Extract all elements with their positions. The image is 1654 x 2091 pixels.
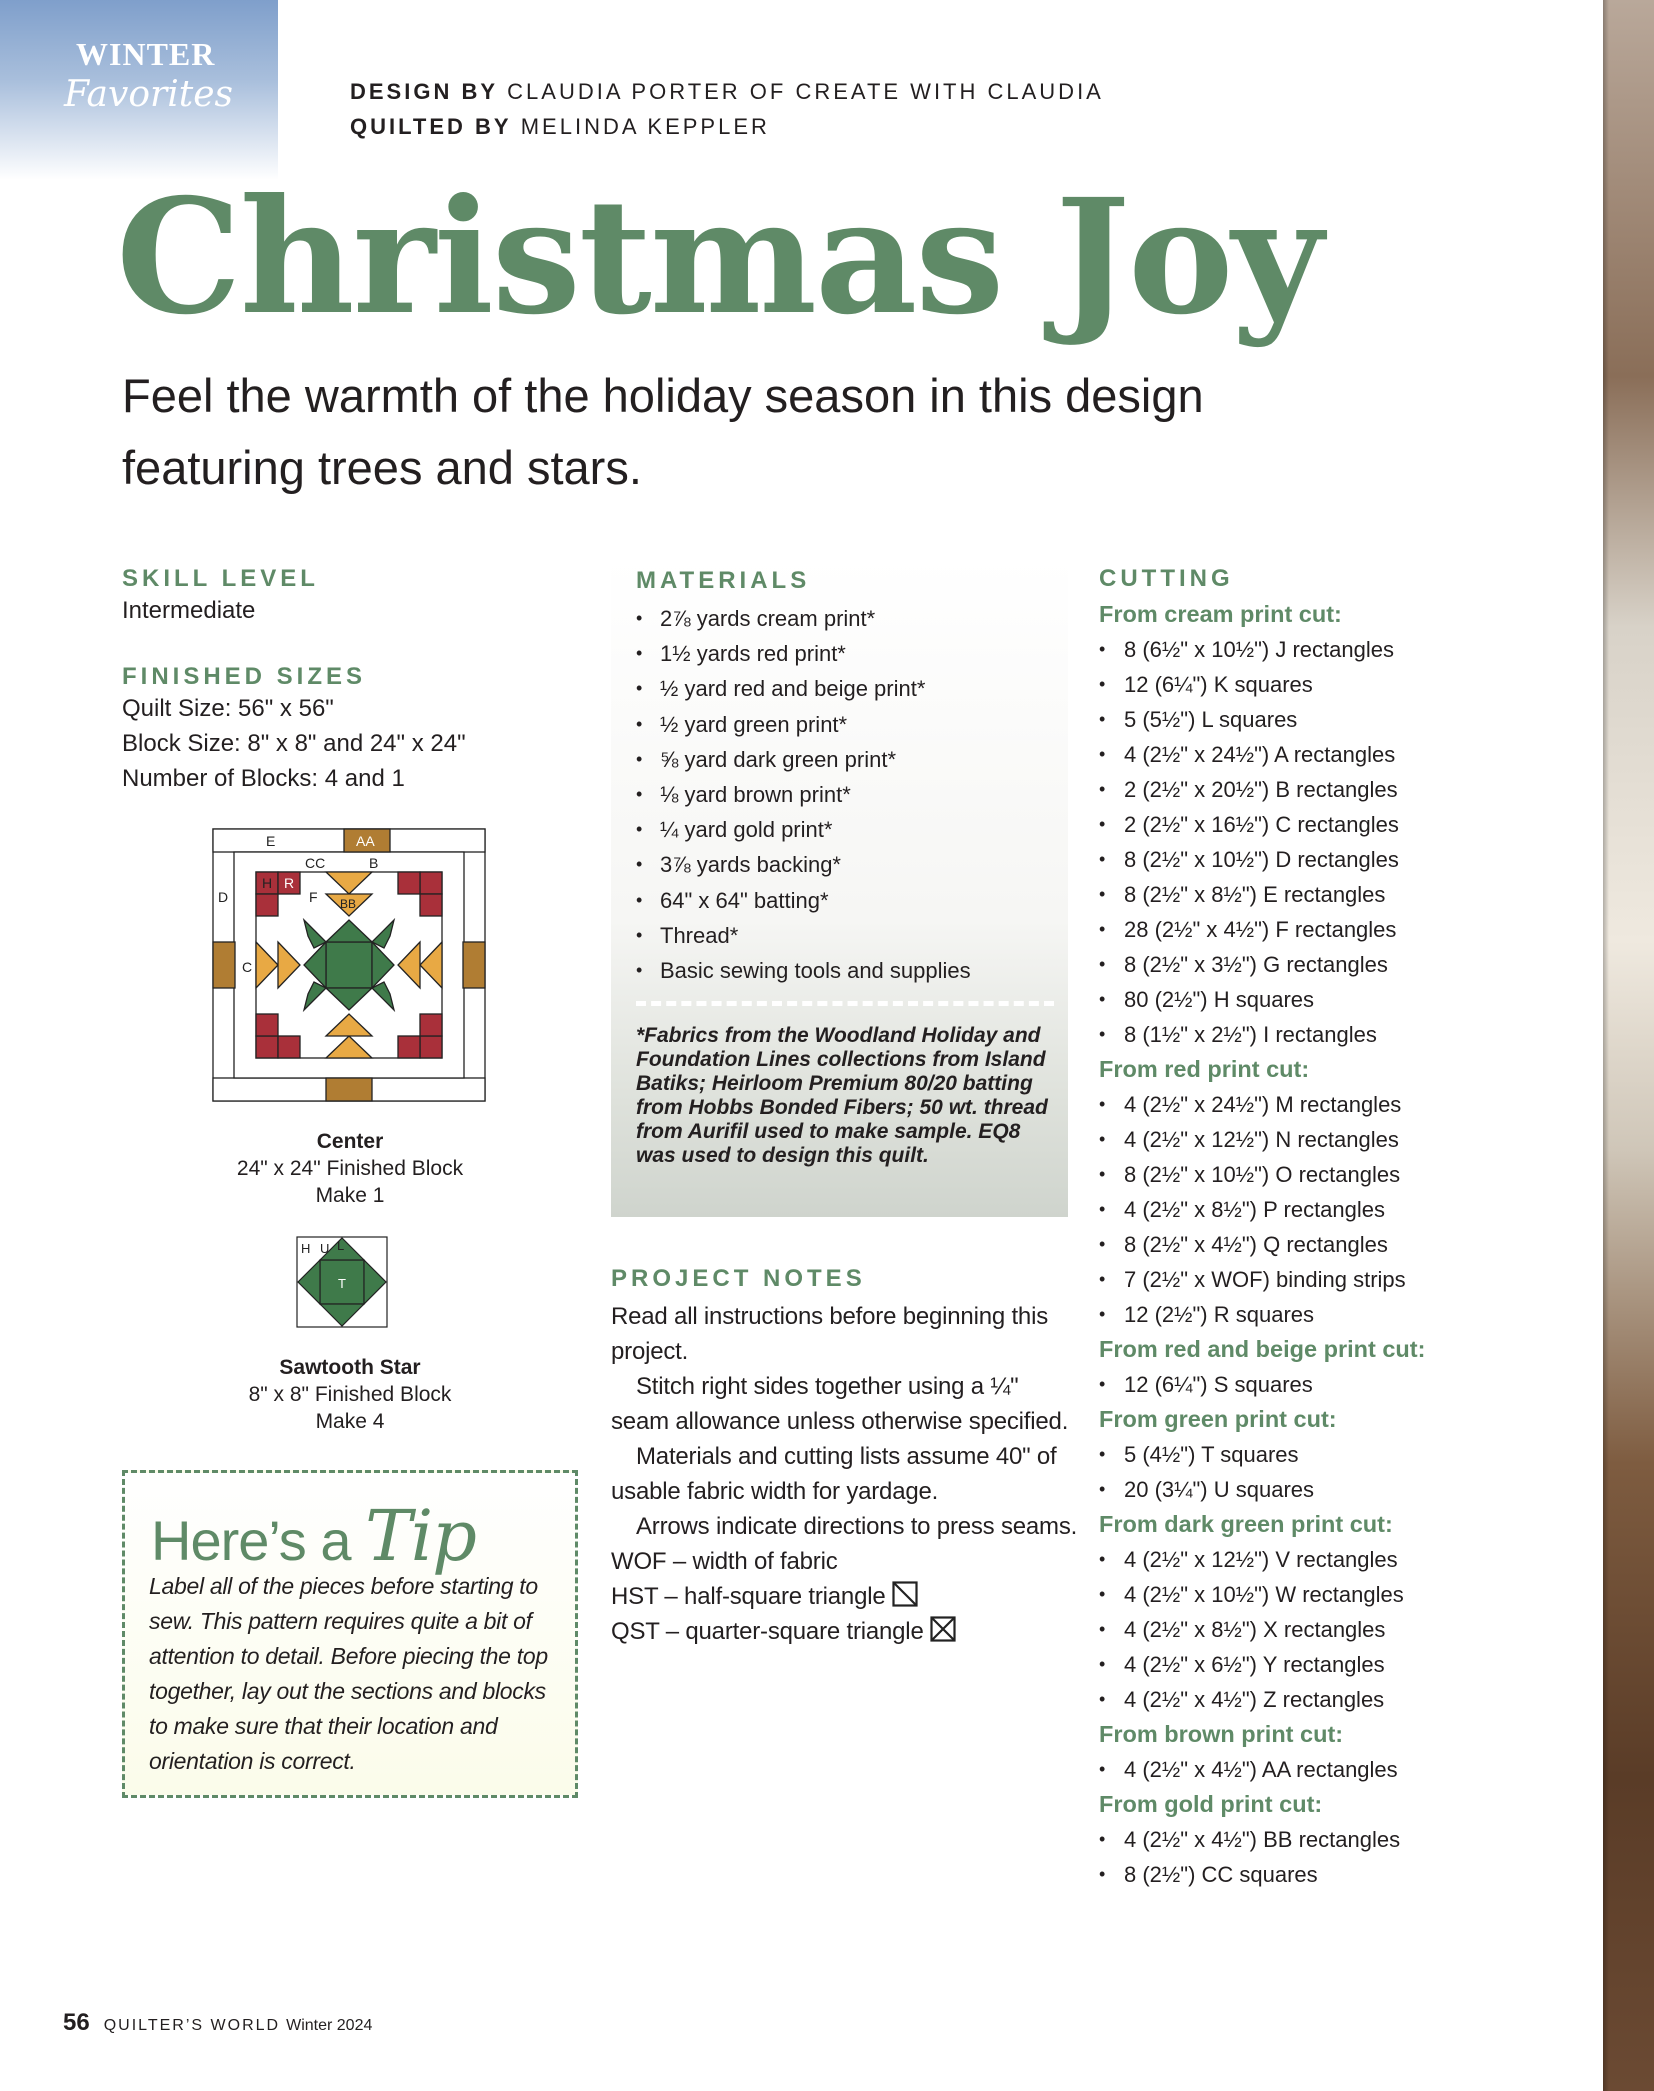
sawtooth-star-diagram: [296, 1236, 388, 1328]
caption-size: 24" x 24" Finished Block: [236, 1157, 464, 1180]
page-footer: [63, 2009, 372, 2037]
label-l: L: [337, 1238, 345, 1253]
project-notes-heading: PROJECT NOTES: [611, 1265, 866, 1292]
cutting-group-label: From brown print cut:: [1099, 1721, 1344, 1747]
cutting-item: • 4 (2½" x 4½") Z rectangles: [1099, 1682, 1569, 1717]
materials-item: • Basic sewing tools and supplies: [636, 953, 971, 988]
cutting-item: • 8 (2½" x 3½") G rectangles: [1099, 947, 1569, 982]
tip-heading: Here’s a Tip: [151, 1495, 476, 1577]
cutting-list: [1099, 1087, 1569, 1332]
section-tab-line1: WINTER: [76, 36, 216, 72]
block-size: Block Size: 8" x 8" and 24" x 24": [122, 730, 466, 757]
cutting-column: [1099, 565, 1569, 1892]
red-square: [398, 1036, 420, 1058]
materials-item: • 2⅞ yards cream print*: [636, 601, 971, 636]
cutting-item: • 8 (6½" x 10½") J rectangles: [1099, 632, 1569, 667]
materials-item: • Thread*: [636, 918, 971, 953]
skill-level-value: Intermediate: [122, 597, 256, 624]
left-column: [122, 565, 562, 796]
materials-item: • ⅝ yard dark green print*: [636, 742, 971, 777]
note-paragraph: Materials and cutting lists assume 40" of usable fabric width for yardage.: [611, 1443, 1057, 1505]
materials-item: • 3⅞ yards backing*: [636, 847, 971, 882]
label-h: H: [301, 1241, 311, 1256]
label-bb: BB: [340, 897, 357, 911]
red-square: [256, 894, 278, 916]
tip-text: Label all of the pieces before starting to sew. This pattern requires quite a bit of attention to detail. Before piecing the top together, lay out the sections and blocks to make sure that their location and orientation is correct.: [149, 1573, 548, 1774]
cutting-item: • 80 (2½") H squares: [1099, 982, 1569, 1017]
materials-list: [636, 601, 971, 988]
materials-item: • ½ yard red and beige print*: [636, 671, 971, 706]
materials-item: • ¼ yard gold print*: [636, 812, 971, 847]
label-c: C: [242, 959, 253, 975]
note-paragraph: Arrows indicate directions to press seams.: [636, 1513, 1078, 1540]
cutting-list: [1099, 1367, 1569, 1402]
red-square: [256, 1014, 278, 1036]
cutting-item: • 4 (2½" x 24½") M rectangles: [1099, 1087, 1569, 1122]
note-paragraph: Read all instructions before beginning this project.: [611, 1303, 1049, 1365]
cutting-groups: [1099, 597, 1569, 1892]
cutting-item: • 2 (2½" x 20½") B rectangles: [1099, 772, 1569, 807]
magazine-name: QUILTER’S WORLD: [103, 2017, 281, 2034]
cutting-item: • 12 (2½") R squares: [1099, 1297, 1569, 1332]
quilt-size: Quilt Size: 56" x 56": [122, 695, 334, 722]
page-title: Christmas Joy: [116, 165, 1322, 350]
red-square: [420, 894, 442, 916]
wof-definition: WOF – width of fabric: [611, 1548, 838, 1575]
cutting-item: • 2 (2½" x 16½") C rectangles: [1099, 807, 1569, 842]
label-cc: CC: [305, 855, 326, 871]
star-center: [326, 942, 372, 988]
design-credit: DESIGN BY CLAUDIA PORTER OF CREATE WITH CLAUDIA: [350, 79, 1104, 104]
materials-item: • ½ yard green print*: [636, 707, 971, 742]
caption-size: 8" x 8" Finished Block: [248, 1383, 452, 1406]
caption-make: Make 4: [315, 1410, 385, 1433]
quilted-credit: QUILTED BY MELINDA KEPPLER: [350, 114, 770, 139]
credits: [350, 74, 1104, 144]
skill-level-heading: SKILL LEVEL: [122, 565, 319, 592]
cutting-group-label: From red and beige print cut:: [1099, 1336, 1426, 1362]
cutting-item: • 8 (2½" x 10½") D rectangles: [1099, 842, 1569, 877]
cutting-list: [1099, 1822, 1569, 1892]
red-square: [420, 1036, 442, 1058]
caption-make: Make 1: [315, 1184, 385, 1207]
cutting-group-label: From dark green print cut:: [1099, 1511, 1393, 1537]
note-paragraph: Stitch right sides together using a ¼" seam allowance unless otherwise specified.: [611, 1373, 1069, 1435]
tip-box: [122, 1470, 578, 1798]
cutting-item: • 4 (2½" x 12½") N rectangles: [1099, 1122, 1569, 1157]
cutting-group-label: From green print cut:: [1099, 1406, 1337, 1432]
label-aa: AA: [356, 833, 375, 849]
cutting-item: • 4 (2½" x 12½") V rectangles: [1099, 1542, 1569, 1577]
hst-icon: [892, 1581, 918, 1607]
cutting-item: • 5 (5½") L squares: [1099, 702, 1569, 737]
cutting-item: • 4 (2½" x 8½") X rectangles: [1099, 1612, 1569, 1647]
aa-rectangle-bottom: [326, 1078, 372, 1101]
cutting-group-label: From red print cut:: [1099, 1056, 1310, 1082]
cutting-item: • 4 (2½" x 10½") W rectangles: [1099, 1577, 1569, 1612]
materials-item: • ⅛ yard brown print*: [636, 777, 971, 812]
red-square: [420, 1014, 442, 1036]
page-subtitle: Feel the warmth of the holiday season in this design featuring trees and stars.: [122, 369, 1204, 494]
qst-icon: [930, 1616, 956, 1642]
cutting-item: • 4 (2½" x 24½") A rectangles: [1099, 737, 1569, 772]
red-square: [420, 872, 442, 894]
cutting-item: • 8 (2½") CC squares: [1099, 1857, 1569, 1892]
cutting-list: [1099, 1752, 1569, 1787]
red-square: [256, 1036, 278, 1058]
label-u: U: [320, 1241, 330, 1256]
center-block-diagram: [212, 828, 486, 1102]
cutting-item: • 4 (2½" x 4½") AA rectangles: [1099, 1752, 1569, 1787]
materials-item: • 1½ yards red print*: [636, 636, 971, 671]
cutting-group-label: From cream print cut:: [1099, 601, 1342, 627]
label-f: F: [309, 889, 318, 905]
cutting-item: • 7 (2½" x WOF) binding strips: [1099, 1262, 1569, 1297]
dashed-divider: [636, 1001, 1054, 1006]
project-notes: [611, 1265, 1081, 1649]
cutting-item: • 4 (2½" x 8½") P rectangles: [1099, 1192, 1569, 1227]
cutting-item: • 4 (2½" x 6½") Y rectangles: [1099, 1647, 1569, 1682]
cutting-list: [1099, 1542, 1569, 1717]
cutting-list: [1099, 632, 1569, 1052]
materials-note: *Fabrics from the Woodland Holiday and Foundation Lines collections from Island Batiks; Heirloom Premium 80/20 batting from Hobbs Bonded Fibers; 50 wt. thread from Aurifil used to make sample. EQ8 was used to design this quilt.: [636, 1024, 1048, 1167]
finished-sizes-heading: FINISHED SIZES: [122, 663, 367, 690]
cutting-heading: CUTTING: [1099, 565, 1234, 592]
label-d: D: [218, 889, 229, 905]
cutting-item: • 12 (6¼") S squares: [1099, 1367, 1569, 1402]
cutting-item: • 28 (2½" x 4½") F rectangles: [1099, 912, 1569, 947]
issue-name: Winter 2024: [286, 2017, 373, 2034]
cutting-item: • 8 (1½" x 2½") I rectangles: [1099, 1017, 1569, 1052]
aa-rectangle-right: [463, 942, 485, 988]
materials-item: • 64" x 64" batting*: [636, 883, 971, 918]
label-t: T: [338, 1276, 346, 1291]
red-square: [278, 1036, 300, 1058]
cutting-group-label: From gold print cut:: [1099, 1791, 1323, 1817]
label-r: R: [284, 875, 295, 891]
cutting-item: • 8 (2½" x 10½") O rectangles: [1099, 1157, 1569, 1192]
cutting-item: • 5 (4½") T squares: [1099, 1437, 1569, 1472]
star-block-caption: [190, 1354, 510, 1435]
label-e: E: [266, 833, 276, 849]
block-count: Number of Blocks: 4 and 1: [122, 765, 405, 792]
hst-definition: HST – half-square triangle: [611, 1579, 1081, 1614]
materials-panel: [611, 557, 1068, 1217]
cutting-item: • 20 (3¼") U squares: [1099, 1472, 1569, 1507]
qst-definition: QST – quarter-square triangle: [611, 1614, 1081, 1649]
caption-name: Sawtooth Star: [279, 1356, 421, 1379]
caption-name: Center: [316, 1130, 384, 1153]
aa-rectangle-left: [213, 942, 235, 988]
red-square: [398, 872, 420, 894]
page-number: 56: [63, 2009, 90, 2036]
materials-heading: MATERIALS: [636, 567, 811, 594]
cutting-list: [1099, 1437, 1569, 1507]
section-tab-line2: Favorites: [64, 74, 233, 115]
cutting-item: • 12 (6¼") K squares: [1099, 667, 1569, 702]
section-tab: [0, 0, 278, 180]
label-h: H: [262, 875, 273, 891]
center-block-caption: [190, 1128, 510, 1209]
background-photo-strip: [1603, 0, 1654, 2091]
cutting-item: • 4 (2½" x 4½") BB rectangles: [1099, 1822, 1569, 1857]
label-b: B: [369, 855, 379, 871]
cutting-item: • 8 (2½" x 8½") E rectangles: [1099, 877, 1569, 912]
cutting-item: • 8 (2½" x 4½") Q rectangles: [1099, 1227, 1569, 1262]
